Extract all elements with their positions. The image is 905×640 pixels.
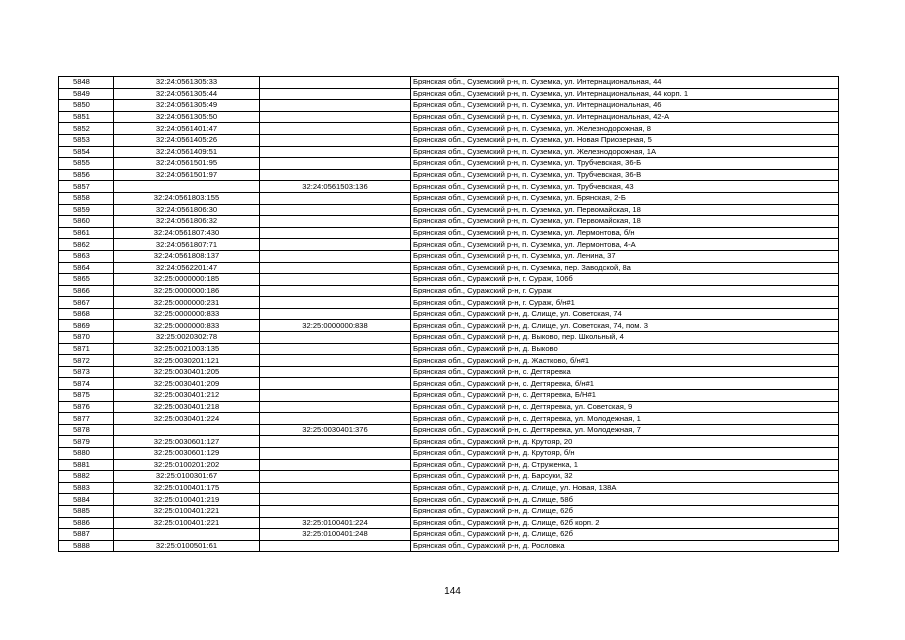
- row-number-cell: 5850: [59, 100, 114, 112]
- table-row: [59, 505, 839, 517]
- row-number-cell: 5883: [59, 482, 114, 494]
- row-number-cell: 5858: [59, 192, 114, 204]
- row-number-cell: 5869: [59, 320, 114, 332]
- cadastral-number-cell: 32:25:0000000:186: [114, 285, 260, 297]
- table-row: [59, 540, 839, 552]
- address-cell: Брянская обл., Суземский р-н, п. Суземка, ул. Интернациональная, 44: [411, 77, 839, 89]
- linked-cadastral-number-cell: [260, 332, 411, 344]
- address-cell: Брянская обл., Суражский р-н, г. Сураж, 106б: [411, 274, 839, 286]
- cadastral-number-cell: 32:24:0561806:32: [114, 216, 260, 228]
- cadastral-number-cell: 32:24:0561305:44: [114, 88, 260, 100]
- linked-cadastral-number-cell: [260, 134, 411, 146]
- linked-cadastral-number-cell: [260, 250, 411, 262]
- linked-cadastral-number-cell: [260, 308, 411, 320]
- table-row: [59, 285, 839, 297]
- cadastral-number-cell: 32:24:0561409:51: [114, 146, 260, 158]
- row-number-cell: 5853: [59, 134, 114, 146]
- cadastral-number-cell: 32:24:0561806:30: [114, 204, 260, 216]
- row-number-cell: 5860: [59, 216, 114, 228]
- address-cell: Брянская обл., Суземский р-н, п. Суземка, ул. Трубчевская, 43: [411, 181, 839, 193]
- cadastral-number-cell: 32:25:0030401:205: [114, 366, 260, 378]
- row-number-cell: 5855: [59, 158, 114, 170]
- linked-cadastral-number-cell: [260, 169, 411, 181]
- linked-cadastral-number-cell: [260, 146, 411, 158]
- table-row: [59, 320, 839, 332]
- cadastral-number-cell: 32:24:0561305:33: [114, 77, 260, 89]
- row-number-cell: 5867: [59, 297, 114, 309]
- linked-cadastral-number-cell: [260, 494, 411, 506]
- table-row: [59, 448, 839, 460]
- cadastral-number-cell: 32:25:0021003:135: [114, 343, 260, 355]
- address-cell: Брянская обл., Суражский р-н, с. Дегтяревка, б/н#1: [411, 378, 839, 390]
- table-row: [59, 250, 839, 262]
- linked-cadastral-number-cell: [260, 227, 411, 239]
- linked-cadastral-number-cell: [260, 158, 411, 170]
- row-number-cell: 5865: [59, 274, 114, 286]
- linked-cadastral-number-cell: [260, 192, 411, 204]
- address-cell: Брянская обл., Суражский р-н, д. Слище, 62б: [411, 505, 839, 517]
- cadastral-number-cell: 32:25:0100401:221: [114, 517, 260, 529]
- address-cell: Брянская обл., Суражский р-н, д. Слище, 62б: [411, 529, 839, 541]
- cadastral-number-cell: 32:24:0561807:71: [114, 239, 260, 251]
- table-row: [59, 192, 839, 204]
- table-row: [59, 274, 839, 286]
- address-cell: Брянская обл., Суземский р-н, п. Суземка, ул. Железнодорожная, 8: [411, 123, 839, 135]
- table-row: [59, 355, 839, 367]
- cadastral-number-cell: 32:25:0030401:209: [114, 378, 260, 390]
- cadastral-number-cell: 32:25:0030201:121: [114, 355, 260, 367]
- row-number-cell: 5887: [59, 529, 114, 541]
- row-number-cell: 5854: [59, 146, 114, 158]
- row-number-cell: 5870: [59, 332, 114, 344]
- table-row: [59, 413, 839, 425]
- row-number-cell: 5856: [59, 169, 114, 181]
- table-row: [59, 158, 839, 170]
- address-cell: Брянская обл., Суражский р-н, д. Крутояр, б/н: [411, 448, 839, 460]
- linked-cadastral-number-cell: [260, 471, 411, 483]
- address-cell: Брянская обл., Суземский р-н, п. Суземка, ул. Ленина, 37: [411, 250, 839, 262]
- linked-cadastral-number-cell: [260, 204, 411, 216]
- table-row: [59, 494, 839, 506]
- table-row: [59, 529, 839, 541]
- linked-cadastral-number-cell: [260, 100, 411, 112]
- table-row: [59, 482, 839, 494]
- row-number-cell: 5881: [59, 459, 114, 471]
- linked-cadastral-number-cell: [260, 355, 411, 367]
- row-number-cell: 5863: [59, 250, 114, 262]
- cadastral-number-cell: 32:24:0561401:47: [114, 123, 260, 135]
- address-cell: Брянская обл., Суражский р-н, д. Жастково, б/н#1: [411, 355, 839, 367]
- cadastral-number-cell: 32:25:0100201:202: [114, 459, 260, 471]
- address-cell: Брянская обл., Суражский р-н, с. Дегтяревка, Б/Н#1: [411, 390, 839, 402]
- linked-cadastral-number-cell: 32:25:0030401:376: [260, 424, 411, 436]
- row-number-cell: 5861: [59, 227, 114, 239]
- linked-cadastral-number-cell: [260, 505, 411, 517]
- row-number-cell: 5874: [59, 378, 114, 390]
- cadastral-number-cell: 32:25:0100401:175: [114, 482, 260, 494]
- linked-cadastral-number-cell: [260, 482, 411, 494]
- table-row: [59, 146, 839, 158]
- row-number-cell: 5888: [59, 540, 114, 552]
- address-cell: Брянская обл., Суражский р-н, д. Слище, ул. Новая, 138А: [411, 482, 839, 494]
- row-number-cell: 5864: [59, 262, 114, 274]
- row-number-cell: 5851: [59, 111, 114, 123]
- row-number-cell: 5879: [59, 436, 114, 448]
- address-cell: Брянская обл., Суземский р-н, п. Суземка, ул. Лермонтова, 4-А: [411, 239, 839, 251]
- cadastral-number-cell: 32:25:0000000:833: [114, 320, 260, 332]
- cadastral-number-cell: 32:25:0100401:221: [114, 505, 260, 517]
- linked-cadastral-number-cell: [260, 413, 411, 425]
- table-row: [59, 297, 839, 309]
- address-cell: Брянская обл., Суражский р-н, с. Дегтяревка, ул. Молодежная, 7: [411, 424, 839, 436]
- cadastral-number-cell: 32:25:0030401:224: [114, 413, 260, 425]
- cadastral-number-cell: 32:25:0030601:129: [114, 448, 260, 460]
- row-number-cell: 5876: [59, 401, 114, 413]
- row-number-cell: 5873: [59, 366, 114, 378]
- table-row: [59, 239, 839, 251]
- address-cell: Брянская обл., Суражский р-н, д. Слище, 58б: [411, 494, 839, 506]
- address-cell: Брянская обл., Суземский р-н, п. Суземка, ул. Интернациональная, 46: [411, 100, 839, 112]
- address-cell: Брянская обл., Суражский р-н, с. Дегтяревка, ул. Советская, 9: [411, 401, 839, 413]
- address-cell: Брянская обл., Суземский р-н, п. Суземка, ул. Лермонтова, б/н: [411, 227, 839, 239]
- table-row: [59, 378, 839, 390]
- row-number-cell: 5886: [59, 517, 114, 529]
- linked-cadastral-number-cell: [260, 77, 411, 89]
- table-row: [59, 100, 839, 112]
- table-row: [59, 227, 839, 239]
- cadastral-number-cell: 32:24:0561305:50: [114, 111, 260, 123]
- cadastral-number-cell: 32:25:0030401:212: [114, 390, 260, 402]
- address-cell: Брянская обл., Суражский р-н, д. Выково: [411, 343, 839, 355]
- cadastral-number-cell: 32:25:0100401:219: [114, 494, 260, 506]
- table-row: [59, 169, 839, 181]
- row-number-cell: 5882: [59, 471, 114, 483]
- row-number-cell: 5868: [59, 308, 114, 320]
- linked-cadastral-number-cell: [260, 401, 411, 413]
- address-cell: Брянская обл., Суземский р-н, п. Суземка, ул. Новая Приозерная, 5: [411, 134, 839, 146]
- address-cell: Брянская обл., Суземский р-н, п. Суземка, ул. Трубчевская, 36-В: [411, 169, 839, 181]
- linked-cadastral-number-cell: [260, 297, 411, 309]
- address-cell: Брянская обл., Суражский р-н, д. Рословка: [411, 540, 839, 552]
- row-number-cell: 5849: [59, 88, 114, 100]
- cadastral-number-cell: 32:24:0562201:47: [114, 262, 260, 274]
- linked-cadastral-number-cell: [260, 111, 411, 123]
- cadastral-number-cell: 32:24:0561405:26: [114, 134, 260, 146]
- table-row: [59, 517, 839, 529]
- row-number-cell: 5862: [59, 239, 114, 251]
- address-cell: Брянская обл., Суземский р-н, п. Суземка, ул. Брянская, 2-Б: [411, 192, 839, 204]
- table-row: [59, 216, 839, 228]
- table-row: [59, 181, 839, 193]
- linked-cadastral-number-cell: [260, 262, 411, 274]
- row-number-cell: 5875: [59, 390, 114, 402]
- linked-cadastral-number-cell: [260, 436, 411, 448]
- table-row: [59, 424, 839, 436]
- table-row: [59, 262, 839, 274]
- row-number-cell: 5852: [59, 123, 114, 135]
- table-row: [59, 436, 839, 448]
- cadastral-number-cell: 32:25:0100501:61: [114, 540, 260, 552]
- address-cell: Брянская обл., Суражский р-н, д. Выково, пер. Школьный, 4: [411, 332, 839, 344]
- cadastral-number-cell: 32:24:0561305:49: [114, 100, 260, 112]
- row-number-cell: 5878: [59, 424, 114, 436]
- table-row: [59, 401, 839, 413]
- address-cell: Брянская обл., Суражский р-н, д. Крутояр, 20: [411, 436, 839, 448]
- table-row: [59, 134, 839, 146]
- address-cell: Брянская обл., Суземский р-н, п. Суземка, ул. Интернациональная, 42-А: [411, 111, 839, 123]
- linked-cadastral-number-cell: [260, 378, 411, 390]
- cadastral-number-cell: 32:25:0000000:833: [114, 308, 260, 320]
- address-cell: Брянская обл., Суземский р-н, п. Суземка, ул. Трубчевская, 36-Б: [411, 158, 839, 170]
- row-number-cell: 5859: [59, 204, 114, 216]
- cadastral-number-cell: 32:24:0561501:97: [114, 169, 260, 181]
- linked-cadastral-number-cell: [260, 88, 411, 100]
- address-cell: Брянская обл., Суражский р-н, г. Сураж, б/н#1: [411, 297, 839, 309]
- linked-cadastral-number-cell: [260, 216, 411, 228]
- linked-cadastral-number-cell: 32:25:0100401:224: [260, 517, 411, 529]
- row-number-cell: 5872: [59, 355, 114, 367]
- linked-cadastral-number-cell: [260, 448, 411, 460]
- address-cell: Брянская обл., Суземский р-н, п. Суземка, пер. Заводской, 8а: [411, 262, 839, 274]
- cadastral-number-cell: [114, 529, 260, 541]
- cadastral-number-cell: 32:24:0561803:155: [114, 192, 260, 204]
- address-cell: Брянская обл., Суземский р-н, п. Суземка, ул. Первомайская, 18: [411, 204, 839, 216]
- linked-cadastral-number-cell: [260, 123, 411, 135]
- linked-cadastral-number-cell: 32:25:0000000:838: [260, 320, 411, 332]
- address-cell: Брянская обл., Суземский р-н, п. Суземка, ул. Интернациональная, 44 корп. 1: [411, 88, 839, 100]
- row-number-cell: 5885: [59, 505, 114, 517]
- table-row: [59, 366, 839, 378]
- address-cell: Брянская обл., Суражский р-н, д. Слище, 62б корп. 2: [411, 517, 839, 529]
- row-number-cell: 5857: [59, 181, 114, 193]
- cadastral-number-cell: 32:25:0000000:185: [114, 274, 260, 286]
- cadastral-number-cell: 32:25:0030601:127: [114, 436, 260, 448]
- linked-cadastral-number-cell: [260, 274, 411, 286]
- cadastral-number-cell: 32:24:0561807:430: [114, 227, 260, 239]
- row-number-cell: 5877: [59, 413, 114, 425]
- cadastral-number-cell: 32:25:0030401:218: [114, 401, 260, 413]
- address-cell: Брянская обл., Суражский р-н, с. Дегтяревка, ул. Молодежная, 1: [411, 413, 839, 425]
- linked-cadastral-number-cell: [260, 459, 411, 471]
- address-cell: Брянская обл., Суземский р-н, п. Суземка, ул. Железнодорожная, 1А: [411, 146, 839, 158]
- cadastral-number-cell: 32:24:0561808:137: [114, 250, 260, 262]
- address-cell: Брянская обл., Суражский р-н, д. Слище, ул. Советская, 74, пом. 3: [411, 320, 839, 332]
- linked-cadastral-number-cell: 32:24:0561503:136: [260, 181, 411, 193]
- page-number: 144: [444, 586, 461, 597]
- table-row: [59, 471, 839, 483]
- linked-cadastral-number-cell: [260, 285, 411, 297]
- row-number-cell: 5884: [59, 494, 114, 506]
- cadastral-number-cell: [114, 424, 260, 436]
- linked-cadastral-number-cell: 32:25:0100401:248: [260, 529, 411, 541]
- address-cell: Брянская обл., Суражский р-н, д. Струженка, 1: [411, 459, 839, 471]
- cadastral-number-cell: 32:25:0000000:231: [114, 297, 260, 309]
- cadastral-number-cell: [114, 181, 260, 193]
- linked-cadastral-number-cell: [260, 343, 411, 355]
- table-row: [59, 204, 839, 216]
- linked-cadastral-number-cell: [260, 390, 411, 402]
- table-row: [59, 459, 839, 471]
- table-row: [59, 123, 839, 135]
- table-row: [59, 88, 839, 100]
- row-number-cell: 5880: [59, 448, 114, 460]
- address-cell: Брянская обл., Суражский р-н, с. Дегтяревка: [411, 366, 839, 378]
- table-row: [59, 77, 839, 89]
- linked-cadastral-number-cell: [260, 239, 411, 251]
- row-number-cell: 5848: [59, 77, 114, 89]
- table-row: [59, 111, 839, 123]
- address-cell: Брянская обл., Суражский р-н, г. Сураж: [411, 285, 839, 297]
- row-number-cell: 5866: [59, 285, 114, 297]
- table-row: [59, 390, 839, 402]
- address-cell: Брянская обл., Суземский р-н, п. Суземка, ул. Первомайская, 18: [411, 216, 839, 228]
- table-row: [59, 332, 839, 344]
- cadastral-number-cell: 32:25:0100301:67: [114, 471, 260, 483]
- registry-table-body: [59, 77, 839, 552]
- row-number-cell: 5871: [59, 343, 114, 355]
- address-cell: Брянская обл., Суражский р-н, д. Барсуки, 32: [411, 471, 839, 483]
- address-cell: Брянская обл., Суражский р-н, д. Слище, ул. Советская, 74: [411, 308, 839, 320]
- table-row: [59, 308, 839, 320]
- linked-cadastral-number-cell: [260, 366, 411, 378]
- table-row: [59, 343, 839, 355]
- cadastral-number-cell: 32:25:0020302:78: [114, 332, 260, 344]
- cadastral-number-cell: 32:24:0561501:95: [114, 158, 260, 170]
- linked-cadastral-number-cell: [260, 540, 411, 552]
- registry-table: [58, 76, 839, 552]
